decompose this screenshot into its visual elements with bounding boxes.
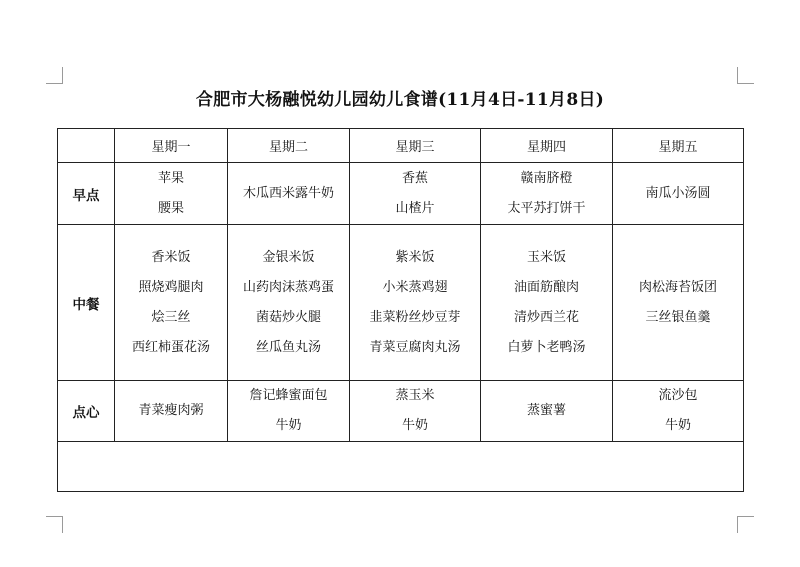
crop-mark-top-left: [46, 67, 63, 84]
menu-item: 流沙包: [658, 388, 698, 403]
menu-item: 青菜瘦肉粥: [138, 403, 204, 418]
menu-item: 腰果: [157, 200, 184, 216]
header-row: [58, 129, 744, 163]
menu-item: 牛奶: [275, 418, 302, 433]
menu-cell: [115, 225, 228, 381]
day-header: 星期一: [115, 129, 228, 163]
menu-item: 丝瓜鱼丸汤: [255, 339, 321, 355]
row-label: 早点: [58, 163, 115, 225]
menu-item: 太平苏打饼干: [507, 200, 586, 216]
menu-item: 木瓜西米露牛奶: [242, 185, 334, 201]
menu-item: 油面筋酿肉: [513, 279, 579, 295]
menu-item: 韭菜粉丝炒豆芽: [369, 309, 461, 325]
menu-cell: [115, 381, 228, 442]
menu-item: 牛奶: [401, 418, 428, 433]
day-header: 星期四: [481, 129, 613, 163]
menu-item: 香米饭: [151, 249, 191, 265]
menu-item: 蒸蜜薯: [526, 403, 566, 418]
menu-cell: [613, 381, 744, 442]
row-label: 中餐: [58, 225, 115, 381]
menu-item: 香蕉: [401, 170, 428, 186]
menu-cell: [228, 163, 350, 225]
crop-mark-top-right: [737, 67, 754, 84]
menu-cell: [115, 163, 228, 225]
crop-mark-bottom-left: [46, 516, 63, 533]
menu-cell: [350, 381, 481, 442]
menu-cell: [350, 163, 481, 225]
menu-cell: [228, 381, 350, 442]
menu-item: 三丝银鱼羹: [645, 309, 711, 325]
menu-cell: [481, 163, 613, 225]
menu-cell: [228, 225, 350, 381]
menu-item: 蒸玉米: [395, 388, 435, 403]
menu-item: 清炒西兰花: [513, 309, 579, 325]
crop-mark-bottom-right: [737, 516, 754, 533]
menu-item: 玉米饭: [526, 249, 566, 265]
menu-item: 小米蒸鸡翅: [382, 279, 448, 295]
menu-table: [57, 128, 744, 492]
menu-item: 赣南脐橙: [520, 170, 573, 186]
day-header: 星期三: [350, 129, 481, 163]
menu-item: 青菜豆腐肉丸汤: [369, 339, 461, 355]
menu-cell: [613, 163, 744, 225]
menu-item: 照烧鸡腿肉: [138, 279, 204, 295]
corner-cell: [58, 129, 115, 163]
menu-cell: [481, 225, 613, 381]
menu-item: 詹记蜂蜜面包: [249, 388, 328, 403]
menu-item: 西红柿蛋花汤: [131, 339, 210, 355]
menu-item: 山楂片: [395, 200, 435, 216]
menu-cell: [613, 225, 744, 381]
empty-cell: [58, 442, 744, 492]
menu-cell: [481, 381, 613, 442]
menu-item: 烩三丝: [151, 309, 191, 325]
page-title: 合肥市大杨融悦幼儿园幼儿食谱(11月4日-11月8日): [195, 90, 605, 110]
row-label: 点心: [58, 381, 115, 442]
menu-item: 苹果: [157, 170, 184, 186]
empty-row: [58, 442, 744, 492]
menu-item: 南瓜小汤圆: [645, 185, 711, 201]
menu-item: 牛奶: [664, 418, 691, 433]
menu-cell: [350, 225, 481, 381]
meal-row-snack: [58, 381, 744, 442]
menu-item: 紫米饭: [395, 249, 435, 265]
meal-row-lunch: [58, 225, 744, 381]
menu-item: 山药肉沫蒸鸡蛋: [242, 279, 334, 295]
menu-item: 白萝卜老鸭汤: [507, 339, 586, 355]
menu-item: 肉松海苔饭团: [638, 279, 717, 295]
day-header: 星期五: [613, 129, 744, 163]
menu-item: 菌菇炒火腿: [255, 309, 321, 325]
menu-item: 金银米饭: [262, 249, 315, 265]
meal-row-breakfast: [58, 163, 744, 225]
day-header: 星期二: [228, 129, 350, 163]
